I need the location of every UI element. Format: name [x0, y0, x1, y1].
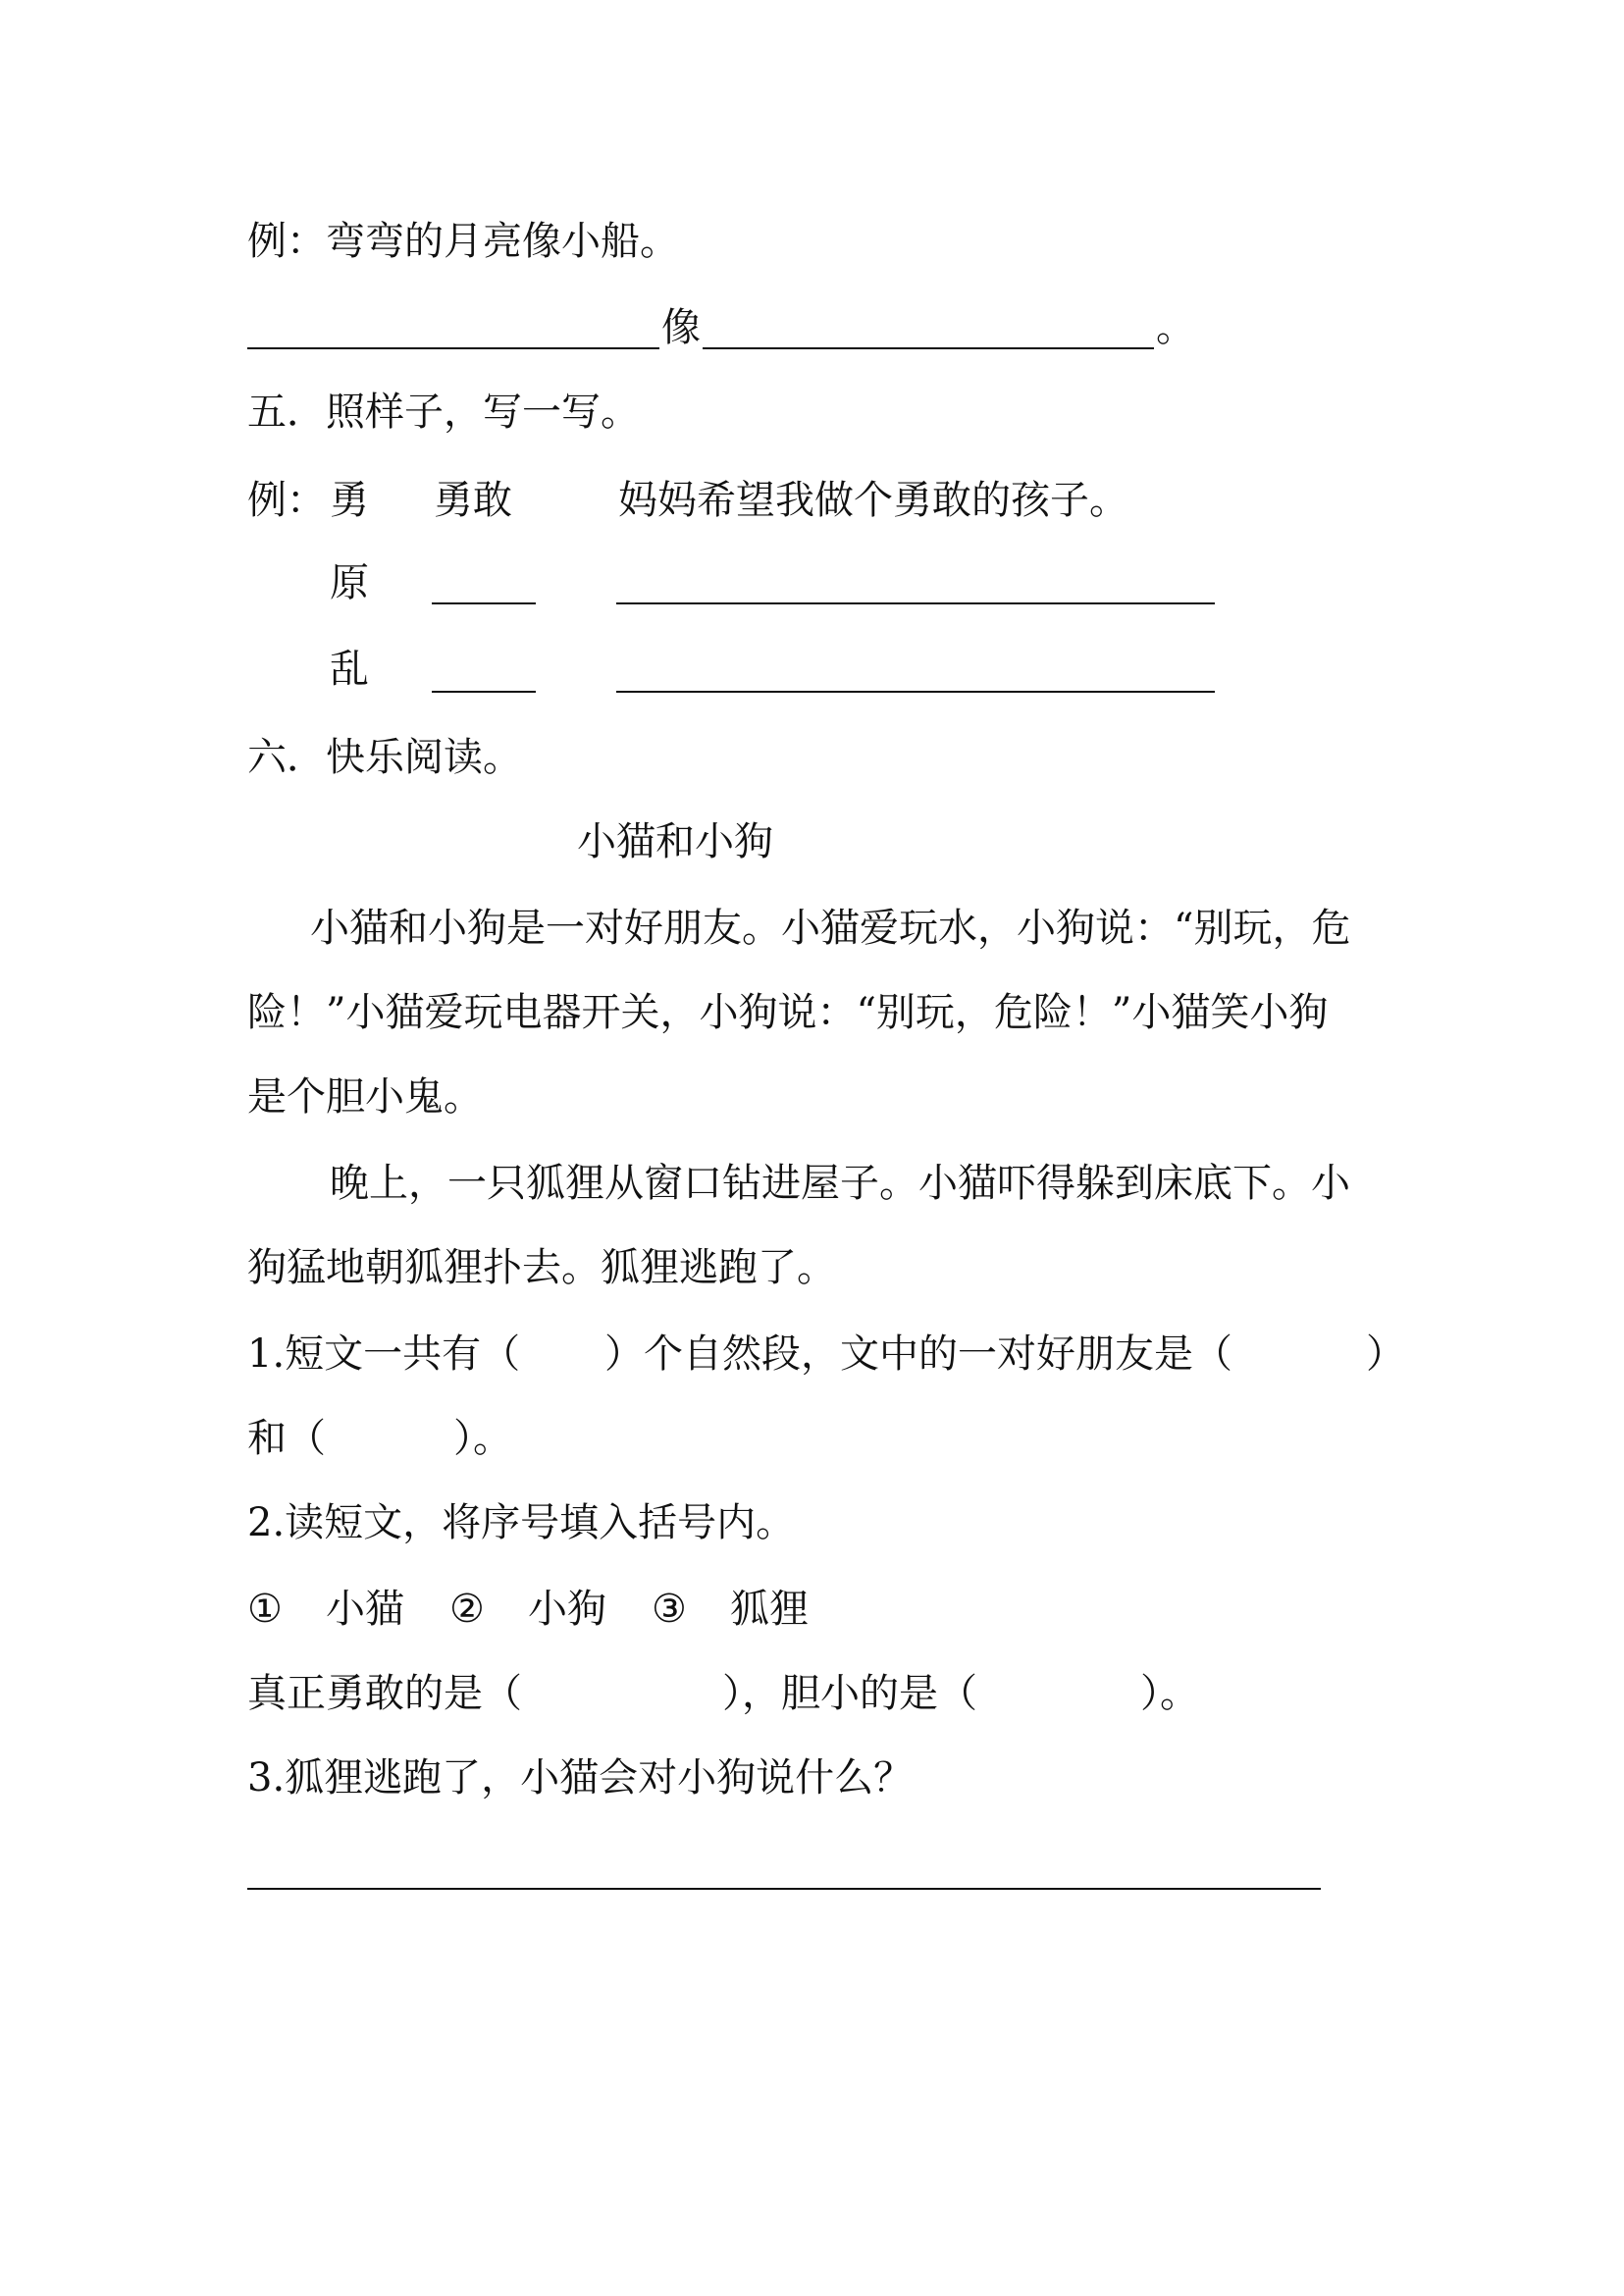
question2-answer-part1: 真正勇敢的是（ [247, 1671, 522, 1716]
fill-end-mark: 。 [1156, 305, 1195, 350]
story-paragraph1-line1: 小猫和小狗是一对好朋友。小猫爱玩水，小狗说：“别玩，危 [310, 906, 1351, 951]
option-label: 小狗 [528, 1587, 606, 1632]
section5-example-char: 勇 [330, 478, 369, 523]
story-paragraph1-line3: 是个胆小鬼。 [247, 1074, 483, 1120]
fill-blank-left[interactable] [247, 347, 659, 349]
question3-answer-line[interactable] [247, 1888, 1321, 1890]
section6-heading: 六．快乐阅读。 [247, 735, 522, 780]
sentence-blank[interactable] [616, 691, 1215, 693]
story-paragraph2-line2: 狗猛地朝狐狸扑去。狐狸逃跑了。 [247, 1245, 836, 1290]
question3-text: 3.狐狸逃跑了，小猫会对小狗说什么？ [247, 1755, 914, 1800]
option-label: 狐狸 [730, 1587, 809, 1632]
section5-item-char: 乱 [330, 647, 369, 692]
section5-item-char: 原 [330, 560, 369, 605]
question2-answer-part2: ），胆小的是（ [722, 1671, 977, 1716]
story-paragraph1-line2: 险！”小猫爱玩电器开关，小狗说：“别玩，危险！”小猫笑小狗 [247, 990, 1329, 1035]
question1-line2-part2: ）。 [453, 1416, 512, 1461]
story-title: 小猫和小狗 [577, 819, 773, 864]
question2-answer-part3: ）。 [1140, 1671, 1199, 1716]
word-blank[interactable] [432, 602, 536, 604]
section5-example-sentence: 妈妈希望我做个勇敢的孩子。 [618, 478, 1128, 523]
question1-part1: 1.短文一共有（ [247, 1331, 521, 1377]
fill-blank-right[interactable] [703, 347, 1154, 349]
section4-example: 例：弯弯的月亮像小船。 [247, 219, 679, 264]
section5-example-prefix: 例： [247, 478, 326, 523]
option-number: ① [247, 1587, 283, 1632]
sentence-blank[interactable] [616, 602, 1215, 604]
section5-heading: 五．照样子，写一写。 [247, 390, 640, 435]
question1-line2-part1: 和（ [247, 1416, 326, 1461]
option-label: 小猫 [326, 1587, 404, 1632]
question1-part2: ）个自然段，文中的一对好朋友是（ [604, 1331, 1232, 1377]
question2-text: 2.读短文，将序号填入括号内。 [247, 1500, 796, 1545]
option-number: ③ [652, 1587, 687, 1632]
word-blank[interactable] [432, 691, 536, 693]
fill-middle-word: 像 [661, 305, 701, 350]
section5-example-word: 勇敢 [434, 478, 512, 523]
story-paragraph2-line1: 晚上，一只狐狸从窗口钻进屋子。小猫吓得躲到床底下。小 [330, 1161, 1350, 1206]
option-number: ② [449, 1587, 485, 1632]
question1-part3: ） [1366, 1331, 1405, 1377]
